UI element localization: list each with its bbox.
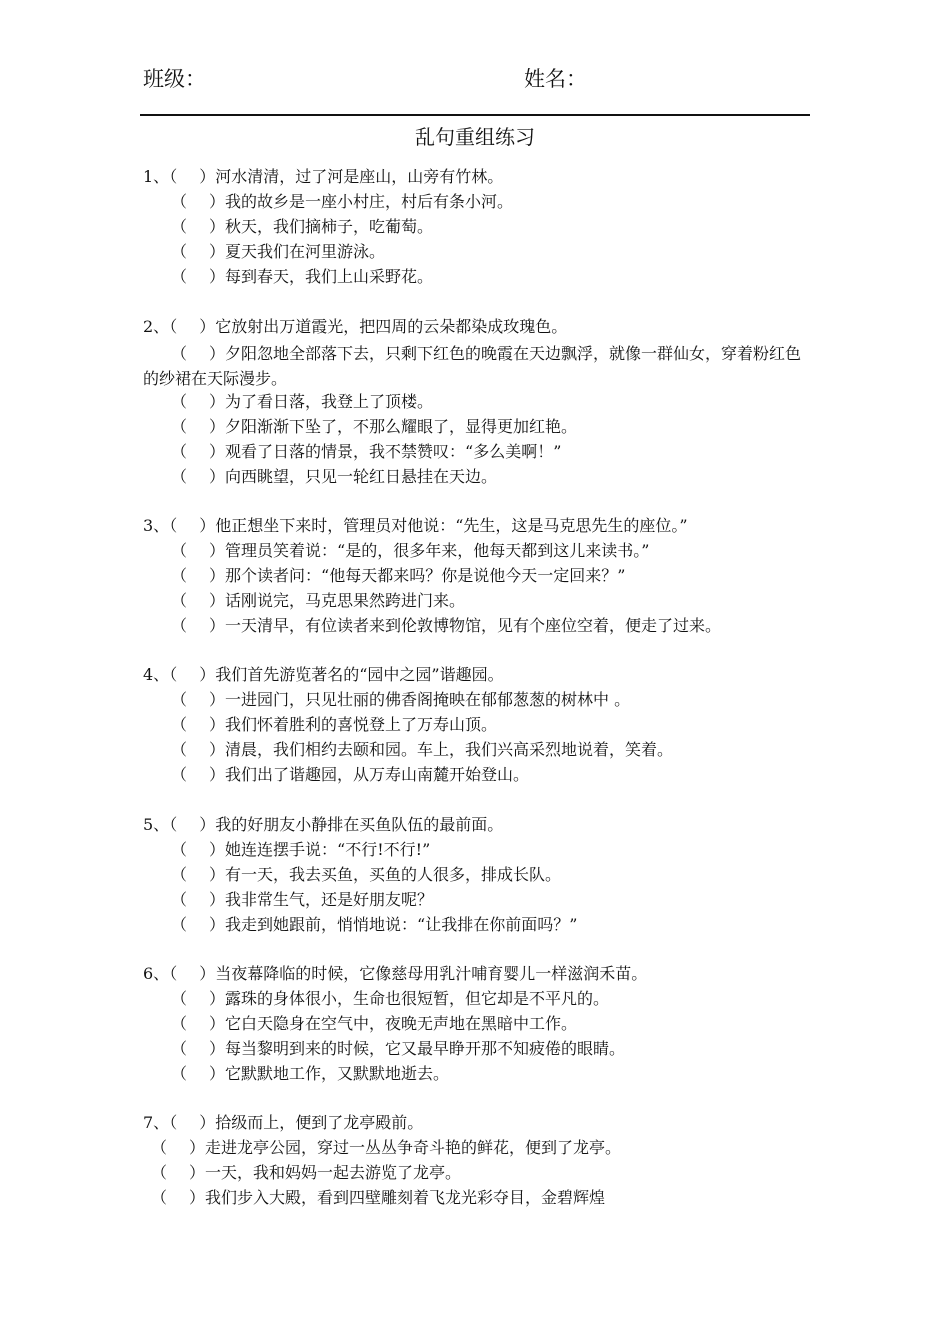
answer-blank-open: （ xyxy=(171,1014,188,1033)
answer-blank-close: ） xyxy=(209,192,226,211)
answer-blank-open: （ xyxy=(169,815,178,834)
answer-blank-open: （ xyxy=(171,217,188,236)
sentence-text: 我的好朋友小静排在买鱼队伍的最前面。 xyxy=(215,815,504,834)
answer-blank-open: （ xyxy=(169,1113,178,1132)
sentence-text: 一进园门，只见壮丽的佛香阁掩映在郁郁葱葱的树林中 。 xyxy=(225,690,631,709)
exercise-sentence xyxy=(171,739,673,761)
class-field xyxy=(143,66,206,92)
answer-blank-close: ） xyxy=(209,865,226,884)
answer-blank-open: （ xyxy=(171,616,188,635)
header-rule xyxy=(140,114,810,116)
exercise-sentence xyxy=(171,191,513,213)
sentence-text: 他正想坐下来时，管理员对他说：“先生，这是马克思先生的座位。” xyxy=(215,516,688,535)
exercise-sentence xyxy=(143,814,503,836)
answer-blank-close: ） xyxy=(209,392,226,411)
answer-blank-close: ） xyxy=(209,242,226,261)
exercise-sentence xyxy=(143,963,647,985)
answer-blank-open: （ xyxy=(171,1039,188,1058)
answer-blank-open: （ xyxy=(151,1188,168,1207)
answer-blank-open: （ xyxy=(171,1064,188,1083)
answer-blank-open: （ xyxy=(171,915,188,934)
answer-blank-close: ） xyxy=(209,344,226,363)
question-number: 5、 xyxy=(143,815,170,834)
answer-blank-open: （ xyxy=(169,317,178,336)
answer-blank-open: （ xyxy=(171,392,188,411)
question-number: 2、 xyxy=(143,317,170,336)
answer-blank-open: （ xyxy=(171,989,188,1008)
sentence-text: 夕阳忽地全部落下去，只剩下红色的晚霞在天边飘浮，就像一群仙女，穿着粉红色的纱裙在天际漫步。 xyxy=(143,344,802,388)
answer-blank-close: ） xyxy=(209,989,226,1008)
sentence-text: 那个读者问：“他每天都来吗？你是说他今天一定回来？” xyxy=(225,566,626,585)
exercise-sentence xyxy=(171,864,561,886)
sentence-text: 我们出了谐趣园，从万寿山南麓开始登山。 xyxy=(225,765,530,784)
sentence-text: 话刚说完，马克思果然跨进门来。 xyxy=(225,591,466,610)
answer-blank-open: （ xyxy=(171,740,188,759)
answer-blank-open: （ xyxy=(171,715,188,734)
class-label: 班级： xyxy=(143,67,206,91)
exercise-sentence xyxy=(171,714,497,736)
sentence-text: 她连连摆手说：“不行!不行!” xyxy=(225,840,431,859)
answer-blank-open: （ xyxy=(171,840,188,859)
answer-blank-open: （ xyxy=(151,1163,168,1182)
answer-blank-close: ） xyxy=(199,516,216,535)
answer-blank-open: （ xyxy=(171,442,188,461)
answer-blank-open: （ xyxy=(171,242,188,261)
question-number: 1、 xyxy=(143,167,170,186)
answer-blank-open: （ xyxy=(171,541,188,560)
sentence-text: 我非常生气，还是好朋友呢？ xyxy=(225,890,434,909)
answer-blank-close: ） xyxy=(209,467,226,486)
answer-blank-open: （ xyxy=(169,516,178,535)
answer-blank-open: （ xyxy=(171,690,188,709)
sentence-text: 我们首先游览著名的“园中之园”谐趣园。 xyxy=(215,665,504,684)
answer-blank-close: ） xyxy=(209,541,226,560)
exercise-sentence xyxy=(143,166,503,188)
answer-blank-open: （ xyxy=(169,167,178,186)
answer-blank-open: （ xyxy=(171,865,188,884)
sentence-text: 一天，我和妈妈一起去游览了龙亭。 xyxy=(205,1163,462,1182)
answer-blank-open: （ xyxy=(171,566,188,585)
answer-blank-open: （ xyxy=(171,192,188,211)
answer-blank-open: （ xyxy=(171,344,188,363)
answer-blank-close: ） xyxy=(209,890,226,909)
answer-blank-close: ） xyxy=(199,815,216,834)
answer-blank-close: ） xyxy=(199,317,216,336)
question-number: 3、 xyxy=(143,516,170,535)
exercise-sentence xyxy=(171,1063,449,1085)
exercise-sentence xyxy=(151,1162,461,1184)
sentence-text: 当夜幕降临的时候，它像慈母用乳汁哺育婴儿一样滋润禾苗。 xyxy=(215,964,648,983)
answer-blank-close: ） xyxy=(209,1039,226,1058)
exercise-sentence xyxy=(171,441,561,463)
exercise-sentence xyxy=(171,988,609,1010)
answer-blank-close: ） xyxy=(189,1163,206,1182)
answer-blank-close: ） xyxy=(209,915,226,934)
answer-blank-close: ） xyxy=(199,665,216,684)
sentence-text: 拾级而上，便到了龙亭殿前。 xyxy=(215,1113,424,1132)
answer-blank-open: （ xyxy=(171,267,188,286)
sentence-text: 夕阳渐渐下坠了，不那么耀眼了，显得更加红艳。 xyxy=(225,417,578,436)
sentence-text: 河水清清，过了河是座山，山旁有竹林。 xyxy=(215,167,504,186)
sentence-text: 它白天隐身在空气中，夜晚无声地在黑暗中工作。 xyxy=(225,1014,578,1033)
sentence-text: 有一天，我去买鱼，买鱼的人很多，排成长队。 xyxy=(225,865,562,884)
answer-blank-open: （ xyxy=(171,417,188,436)
exercise-sentence xyxy=(171,391,433,413)
exercise-sentence xyxy=(171,1013,577,1035)
sentence-text: 一天清早，有位读者来到伦敦博物馆，见有个座位空着，便走了过来。 xyxy=(225,616,722,635)
name-label: 姓名： xyxy=(524,67,587,91)
exercise-sentence xyxy=(143,1112,423,1134)
exercise-sentence xyxy=(171,689,630,711)
sentence-text: 秋天，我们摘柿子，吃葡萄。 xyxy=(225,217,434,236)
exercise-sentence xyxy=(171,216,433,238)
exercise-sentence xyxy=(171,914,577,936)
answer-blank-close: ） xyxy=(209,740,226,759)
question-number: 6、 xyxy=(143,964,170,983)
answer-blank-open: （ xyxy=(151,1138,168,1157)
sentence-text: 我的故乡是一座小村庄，村后有条小河。 xyxy=(225,192,514,211)
answer-blank-close: ） xyxy=(209,1064,226,1083)
answer-blank-close: ） xyxy=(209,267,226,286)
sentence-text: 我走到她跟前，悄悄地说：“让我排在你前面吗？” xyxy=(225,915,578,934)
answer-blank-close: ） xyxy=(209,616,226,635)
answer-blank-open: （ xyxy=(171,467,188,486)
sentence-text: 每到春天，我们上山采野花。 xyxy=(225,267,434,286)
exercise-sentence xyxy=(143,316,567,338)
answer-blank-close: ） xyxy=(199,1113,216,1132)
sentence-text: 观看了日落的情景，我不禁赞叹：“多么美啊！” xyxy=(225,442,562,461)
exercise-sentence xyxy=(171,565,625,587)
answer-blank-close: ） xyxy=(209,217,226,236)
sentence-text: 它放射出万道霞光，把四周的云朵都染成玫瑰色。 xyxy=(215,317,568,336)
sentence-text: 清晨，我们相约去颐和园。车上，我们兴高采烈地说着，笑着。 xyxy=(225,740,674,759)
question-number: 7、 xyxy=(143,1113,170,1132)
sentence-text: 夏天我们在河里游泳。 xyxy=(225,242,386,261)
exercise-sentence xyxy=(171,266,433,288)
answer-blank-close: ） xyxy=(199,964,216,983)
sentence-text: 我们怀着胜利的喜悦登上了万寿山顶。 xyxy=(225,715,498,734)
exercise-sentence xyxy=(151,1137,621,1159)
answer-blank-open: （ xyxy=(171,765,188,784)
exercise-sentence xyxy=(171,416,577,438)
answer-blank-close: ） xyxy=(209,566,226,585)
sentence-text: 管理员笑着说：“是的，很多年来，他每天都到这儿来读书。” xyxy=(225,541,650,560)
answer-blank-close: ） xyxy=(209,442,226,461)
sentence-text: 向西眺望，只见一轮红日悬挂在天边。 xyxy=(225,467,498,486)
sentence-text: 每当黎明到来的时候，它又最早睁开那不知疲倦的眼睛。 xyxy=(225,1039,626,1058)
page-title: 乱句重组练习 xyxy=(415,125,535,149)
answer-blank-open: （ xyxy=(169,964,178,983)
sentence-text: 我们步入大殿，看到四壁雕刻着飞龙光彩夺目，金碧辉煌 xyxy=(205,1188,606,1207)
answer-blank-close: ） xyxy=(209,840,226,859)
answer-blank-open: （ xyxy=(171,890,188,909)
exercise-sentence xyxy=(171,1038,625,1060)
question-number: 4、 xyxy=(143,665,170,684)
answer-blank-close: ） xyxy=(209,417,226,436)
exercise-sentence xyxy=(171,590,465,612)
answer-blank-close: ） xyxy=(209,715,226,734)
exercise-sentence xyxy=(171,889,433,911)
exercise-sentence xyxy=(143,341,808,391)
answer-blank-close: ） xyxy=(209,591,226,610)
exercise-sentence xyxy=(143,664,504,686)
answer-blank-close: ） xyxy=(209,1014,226,1033)
answer-blank-close: ） xyxy=(209,690,226,709)
exercise-sentence xyxy=(171,839,430,861)
exercise-sentence xyxy=(143,515,688,537)
exercise-sentence xyxy=(151,1187,605,1209)
answer-blank-close: ） xyxy=(189,1188,206,1207)
answer-blank-close: ） xyxy=(199,167,216,186)
exercise-sentence xyxy=(171,466,497,488)
sentence-text: 它默默地工作，又默默地逝去。 xyxy=(225,1064,450,1083)
answer-blank-open: （ xyxy=(171,591,188,610)
name-field xyxy=(524,66,587,92)
exercise-sentence xyxy=(171,241,385,263)
answer-blank-close: ） xyxy=(189,1138,206,1157)
answer-blank-close: ） xyxy=(209,765,226,784)
sentence-text: 为了看日落，我登上了顶楼。 xyxy=(225,392,434,411)
exercise-sentence xyxy=(171,764,529,786)
sentence-text: 露珠的身体很小，生命也很短暂，但它却是不平凡的。 xyxy=(225,989,610,1008)
answer-blank-open: （ xyxy=(169,665,178,684)
sentence-text: 走进龙亭公园，穿过一丛丛争奇斗艳的鲜花，便到了龙亭。 xyxy=(205,1138,622,1157)
exercise-sentence xyxy=(171,540,649,562)
exercise-sentence xyxy=(171,615,721,637)
